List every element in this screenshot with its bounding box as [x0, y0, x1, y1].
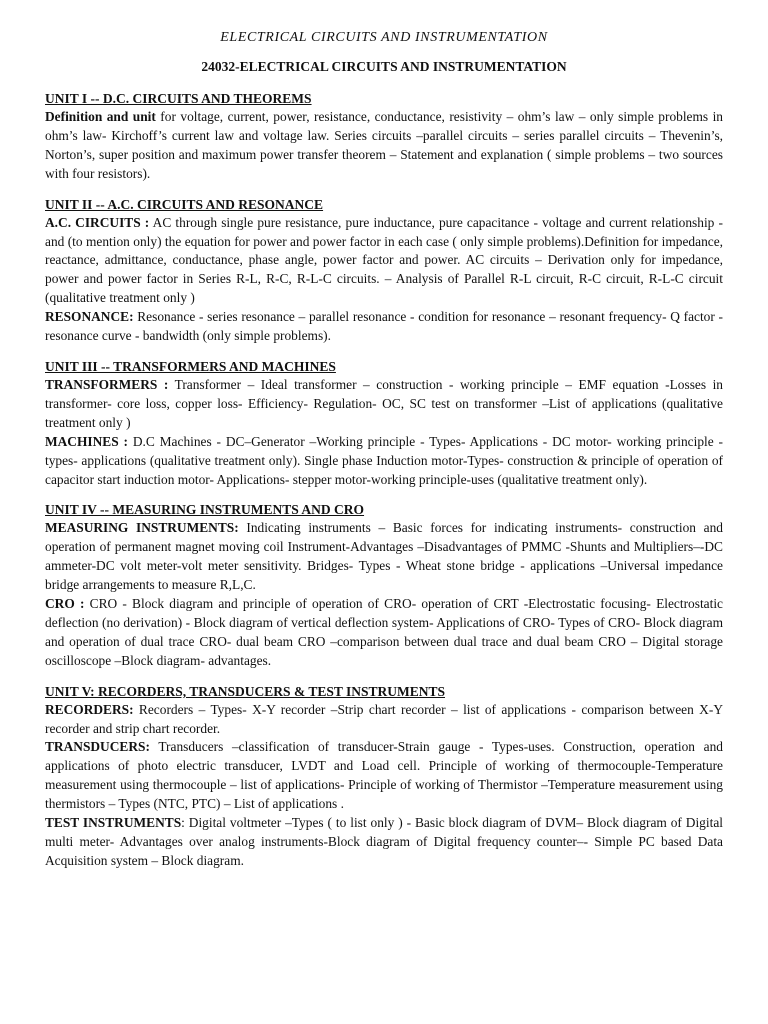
document-page: [45, 28, 723, 883]
unit-heading: UNIT IV -- MEASURING INSTRUMENTS AND CRO: [45, 502, 365, 518]
unit-paragraph: [45, 108, 723, 184]
paragraph-text: Recorders – Types- X-Y recorder –Strip chart recorder – list of applications - comparison between X-Y recorder and strip chart recorder.: [45, 701, 723, 736]
unit-paragraph: [45, 595, 723, 671]
paragraph-text: CRO - Block diagram and principle of operation of CRO- operation of CRT -Electrostatic focusing- Electrostatic deflection (no derivation) - Block diagram of vertical deflection system- Applications of CRO- Types of CRO- Block diagram and operation of dual trace CRO- dual beam CRO –comparison between dual trace and dual beam CRO – Digital storage oscilloscope –Block diagram- advantages.: [45, 596, 723, 668]
unit-section: [45, 501, 723, 670]
paragraph-lead: TRANSFORMERS :: [45, 376, 169, 392]
unit-section: [45, 683, 723, 871]
unit-paragraph: [45, 701, 723, 739]
unit-section: [45, 358, 723, 489]
unit-heading: UNIT III -- TRANSFORMERS AND MACHINES: [45, 358, 336, 374]
unit-heading: UNIT I -- D.C. CIRCUITS AND THEOREMS: [45, 91, 312, 106]
paragraph-lead: Definition and unit: [45, 109, 156, 124]
unit-paragraph: [45, 214, 723, 309]
unit-section: [45, 196, 723, 346]
unit-heading: UNIT V: RECORDERS, TRANSDUCERS & TEST INSTRUMENTS: [45, 683, 445, 699]
paragraph-lead: MEASURING INSTRUMENTS:: [45, 520, 239, 536]
unit-section: [45, 90, 723, 184]
paragraph-text: for voltage, current, power, resistance, conductance, resistivity – ohm’s law – only simple problems in ohm’s law- Kirchoff’s current law and voltage law. Series circuits –parallel circuits – series parallel circuits – Thevenin’s, Norton’s, super position and maximum power transfer theorem – Statement and explanation ( simple problems – two sources with four resistors).: [45, 109, 723, 181]
paragraph-lead: CRO :: [45, 596, 85, 612]
paragraph-lead: TEST INSTRUMENTS: [45, 815, 182, 831]
paragraph-lead: RESONANCE:: [45, 309, 134, 325]
unit-paragraph: [45, 376, 723, 433]
paragraph-lead: RECORDERS:: [45, 701, 134, 717]
paragraph-lead: A.C. CIRCUITS :: [45, 214, 150, 230]
unit-heading: UNIT II -- A.C. CIRCUITS AND RESONANCE: [45, 196, 324, 212]
document-title: 24032-ELECTRICAL CIRCUITS AND INSTRUMENTATION: [201, 59, 567, 74]
unit-paragraph: [45, 814, 723, 871]
unit-paragraph: [45, 433, 723, 490]
paragraph-text: Resonance - series resonance – parallel resonance - condition for resonance – resonant frequency- Q factor - resonance curve - bandwidth (only simple problems).: [45, 309, 723, 344]
paragraph-lead: MACHINES :: [45, 433, 128, 449]
paragraph-text: AC through single pure resistance, pure inductance, pure capacitance - voltage and current relationship - and (to mention only) the equation for power and power factor in each case ( only simple problems).Definition for impedance, reactance, admittance, conductance, phase angle, power factor and power. AC circuits – Derivation only for impedance, power and power factor in Series R-L, R-C, R-L-C circuits. – Analysis of Parallel R-L circuit, R-C circuit, R-L-C circuit (qualitative treatment only ): [45, 214, 723, 306]
paragraph-text: Indicating instruments – Basic forces for indicating instruments- construction and operation of permanent magnet moving coil Instrument-Advantages –Disadvantages of PMMC -Shunts and Multipliers–-DC ammeter-DC volt meter-volt meter sensitivity. Bridges- Types - Wheat stone bridge - applications –Universal impedance bridge arrangements to measure R,L,C.: [45, 520, 723, 593]
paragraph-text: : Digital voltmeter –Types ( to list only ) - Basic block diagram of DVM– Block diagram of Digital multi meter- Advantages over analog instruments-Block diagram of Digital frequency counter–- Simple PC based Data Acquisition system – Block diagram.: [45, 815, 723, 868]
paragraph-text: Transformer – Ideal transformer – construction - working principle – EMF equation -Losses in transformer- core loss, copper loss- Efficiency- Regulation- OC, SC test on transformer –List of applications (qualitative treatment only ): [45, 376, 723, 430]
unit-paragraph: [45, 308, 723, 346]
running-title: ELECTRICAL CIRCUITS AND INSTRUMENTATION: [220, 30, 548, 45]
unit-paragraph: [45, 519, 723, 595]
paragraph-lead: TRANSDUCERS:: [45, 739, 150, 755]
unit-paragraph: [45, 738, 723, 814]
paragraph-text: D.C Machines - DC–Generator –Working principle - Types- Applications - DC motor- working principle - types- applications (qualitative treatment only). Single phase Induction motor-Types- construction & principle of operation of capacitor start induction motor- Applications- stepper motor-working principle-uses (qualitative treatment only).: [45, 433, 724, 487]
paragraph-text: Transducers –classification of transducer-Strain gauge - Types-uses. Construction, operation and applications of photo electric transducer, LVDT and Load cell. Principle of working of thermocouple-Temperature measurement using thermocouple – list of applications- Principle of working of Thermistor –Temperature measurement using thermistors – Types (NTC, PTC) – List of applications .: [45, 739, 723, 812]
